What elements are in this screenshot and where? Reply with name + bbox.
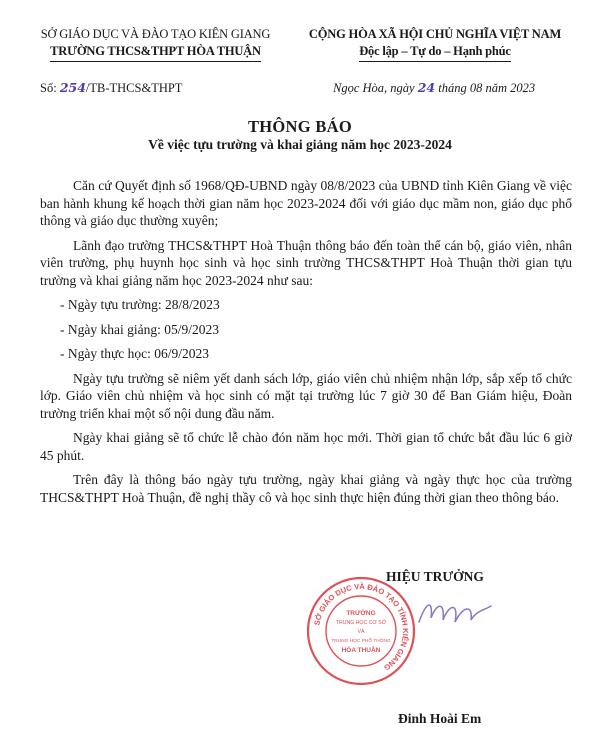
document-number: Số: 254/TB-THCS&THPT: [40, 80, 183, 95]
paragraph-basis: Căn cứ Quyết định số 1968/QĐ-UBND ngày 08/8/2023 của UBND tỉnh Kiên Giang về việc ban hành khung kế hoạch thời gian năm học 2023-2024 đối với giáo dục mầm non, giáo dục phổ thông và giáo dục thường xuyên;: [40, 178, 572, 228]
handwritten-number: 254: [59, 80, 86, 95]
paragraph-announcement: Lãnh đạo trường THCS&THPT Hoà Thuận thông báo đến toàn thể cán bộ, giáo viên, nhân viên trường, phụ huynh học sinh và học sinh trường THCS&THPT Hoà Thuận thời gian tựu trường và khai giảng năm học 2023-2024 như sau:: [40, 237, 572, 288]
seal-ring-text: SỞ GIÁO DỤC VÀ ĐÀO TẠO TỈNH KIÊN GIANG: [312, 581, 411, 673]
list-item-opening-day: - Ngày khai giảng: 05/9/2023: [60, 321, 219, 337]
paragraph-closing: Trên đây là thông báo ngày tựu trường, ngày khai giảng và ngày thực học của trường THCS&THPT Hoà Thuận, đề nghị thầy cô và học sinh thực hiện đúng thời gian theo thông báo.: [40, 472, 572, 505]
list-item-gathering-day: - Ngày tựu trường: 28/8/2023: [60, 297, 220, 312]
signer-title: HIỆU TRƯỞNG: [386, 569, 484, 584]
department-name: SỞ GIÁO DỤC VÀ ĐÀO TẠO KIÊN GIANG: [40, 27, 271, 41]
document-date: Ngọc Hòa, ngày 24 tháng 08 năm 2023: [333, 80, 536, 95]
nation-name: CỘNG HÒA XÃ HỘI CHỦ NGHĨA VIỆT NAM: [308, 27, 562, 41]
national-motto: Độc lập – Tự do – Hạnh phúc: [359, 43, 511, 62]
document-title: THÔNG BÁO: [247, 117, 352, 136]
seal-center-line3: VÀ: [357, 629, 365, 635]
signer-name: Đinh Hoài Em: [398, 711, 482, 726]
seal-center-line1: TRƯỜNG: [346, 610, 376, 617]
school-name: TRƯỜNG THCS&THPT HÒA THUẬN: [50, 43, 261, 62]
list-item-study-day: - Ngày thực học: 06/9/2023: [60, 346, 210, 361]
document-subtitle: Về việc tựu trường và khai giảng năm học 2023-2024: [148, 137, 452, 152]
header-right: [290, 26, 580, 62]
seal-center-line2: TRUNG HỌC CƠ SỞ: [335, 620, 387, 626]
school-seal-stamp: [305, 575, 417, 687]
paragraph-opening-details: Ngày khai giảng sẽ tổ chức lễ chào đón năm học mới. Thời gian tổ chức bắt đầu lúc 6 giờ 45 phút.: [40, 430, 572, 463]
seal-center-line5: HÒA THUẬN: [341, 647, 381, 654]
handwritten-day: 24: [417, 80, 436, 95]
document-body: [40, 177, 572, 513]
handwritten-signature: [415, 592, 495, 632]
header-left: [28, 26, 283, 62]
paragraph-gathering-details: Ngày tựu trường sẽ niêm yết danh sách lớp, giáo viên chủ nhiệm nhận lớp, sắp xếp tổ chức lớp. Giáo viên chủ nhiệm và học sinh có mặt tại trường lúc 7 giờ 30 để Ban Giám hiệu, Đoàn trường triển khai một số nội dung đầu năm.: [40, 370, 572, 421]
seal-center-line4: TRUNG HỌC PHỔ THÔNG: [331, 639, 391, 644]
